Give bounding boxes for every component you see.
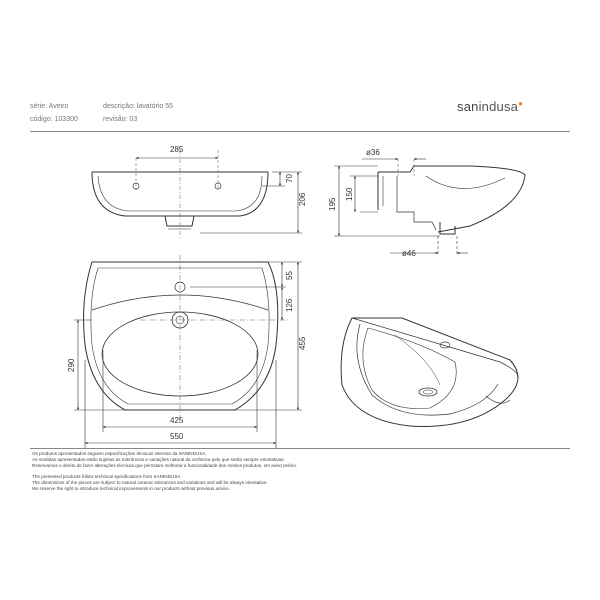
brand-prefix: san [457,99,479,114]
dim-55: 55 [285,271,294,280]
disclaimer-pt-1: Os produtos apresentados seguem especificações técnicas internas da SANINDUSA. [32,451,207,456]
top-view-dimensions [136,158,302,233]
dim-150: 150 [345,187,354,201]
isometric-view [341,318,518,426]
dim-290: 290 [67,358,76,372]
dim-425: 425 [170,416,184,425]
disclaimer-en-2: The dimensions of the pieces are subject to natural ceramic tolerances and variations and will be always orientative. [32,480,268,485]
top-view [92,150,268,240]
dim-195: 195 [328,197,337,211]
dim-diam-36: ø36 [366,148,380,157]
serie-label: série: Aveiro [30,103,69,110]
side-view-dimensions [334,159,468,256]
disclaimer-pt-3: Reservamos o direito de fazer alterações técnicas que permitam melhorar a funcionalidade dos nossos produtos, em aviso prévio. [32,463,298,468]
brand-suffix: indusa [478,99,519,114]
side-view [378,159,525,234]
disclaimer-en-3: We reserve the right to introduce technical improvements in our products without previous advice. [32,486,231,491]
revision-label: revisão: 03 [103,116,138,123]
dim-550: 550 [170,432,184,441]
dim-126: 126 [285,298,294,312]
disclaimer-pt-2: As medidas apresentadas estão sujeitas às tolerâncias e variações natural da cerâmica pelo que serão sempre orientativas. [32,457,285,462]
front-view [84,255,290,420]
code-label: código: 103300 [30,116,78,123]
dim-70: 70 [285,174,294,183]
disclaimer-en-1: The presented products follow technical specifications from SANINDUSA. [32,474,182,479]
dim-285: 285 [170,145,184,154]
front-view-dimensions [74,262,302,448]
brand-mark-icon: ● [518,99,524,108]
dim-diam-46: ø46 [402,249,416,258]
description-label: descrição: lavatório 55 [103,103,174,110]
dim-455: 455 [298,336,307,350]
dim-206: 206 [298,192,307,206]
